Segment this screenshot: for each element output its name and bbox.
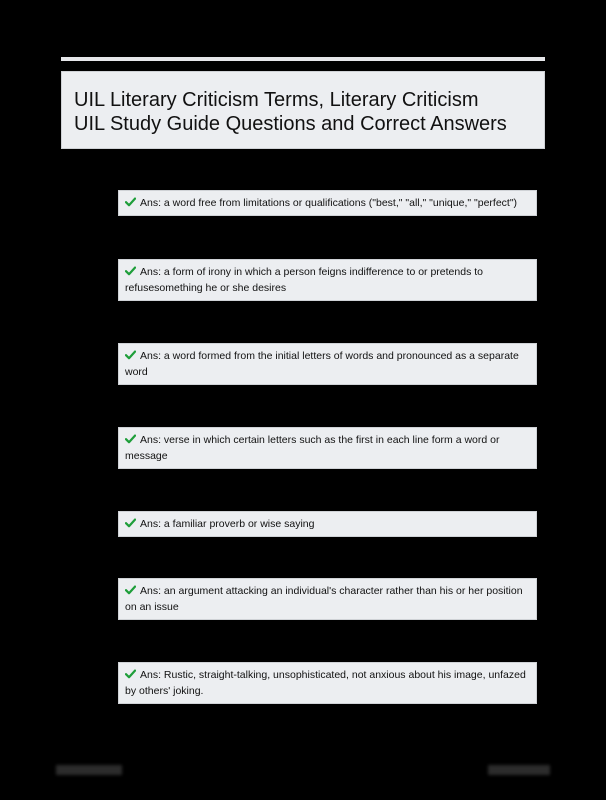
answer-text: Ans: verse in which certain letters such as the first in each line form a word or message	[125, 434, 500, 462]
answer-box	[118, 343, 537, 385]
answer-text: Ans: a word formed from the initial letters of words and pronounced as a separate word	[125, 350, 519, 378]
answer-text: Ans: a word free from limitations or qualifications ("best," "all," "unique," "perfect")	[140, 197, 518, 209]
page-title-line-2: UIL Study Guide Questions and Correct Answers	[74, 113, 507, 135]
check-icon	[125, 585, 136, 595]
answer-box	[118, 259, 537, 301]
answer-box	[118, 190, 537, 216]
check-icon	[125, 197, 136, 207]
title-box	[61, 71, 545, 149]
check-icon	[125, 350, 136, 360]
check-icon	[125, 266, 136, 276]
answer-box	[118, 511, 537, 537]
answer-text: Ans: an argument attacking an individual's character rather than his or her position on an issue	[125, 585, 523, 613]
page-title-line-1: UIL Literary Criticism Terms, Literary Criticism	[74, 89, 479, 111]
answer-box	[118, 662, 537, 704]
answer-box	[118, 578, 537, 620]
check-icon	[125, 669, 136, 679]
header-divider	[61, 57, 545, 61]
footer-watermark-left	[56, 765, 122, 775]
footer-watermark-right	[488, 765, 550, 775]
answer-text: Ans: a form of irony in which a person feigns indifference to or pretends to refusesomething he or she desires	[125, 266, 483, 294]
check-icon	[125, 434, 136, 444]
answer-box	[118, 427, 537, 469]
check-icon	[125, 518, 136, 528]
answer-text: Ans: Rustic, straight-talking, unsophisticated, not anxious about his image, unfazed by others' joking.	[125, 669, 526, 697]
answer-text: Ans: a familiar proverb or wise saying	[140, 518, 315, 530]
